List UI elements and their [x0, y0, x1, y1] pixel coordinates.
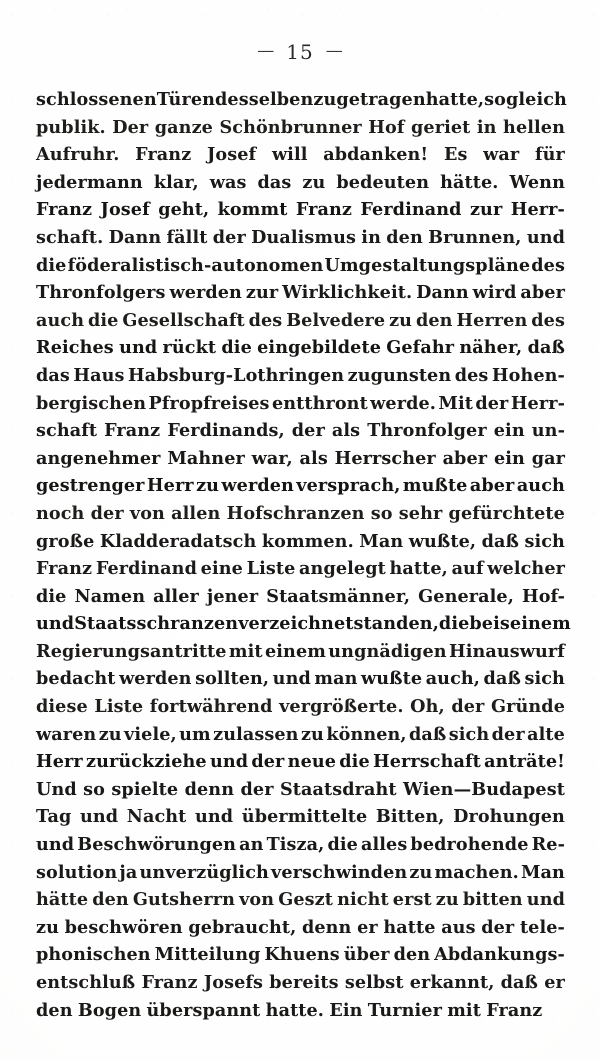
folio-dash-left: — — [257, 41, 275, 61]
word: der — [251, 751, 285, 773]
word: spielte — [111, 778, 179, 800]
word: Turnier — [367, 999, 442, 1021]
word: klar, — [153, 171, 199, 193]
folio-dash-right: — — [325, 41, 343, 61]
text-line — [36, 638, 565, 666]
word: die — [438, 613, 470, 635]
word: Der — [112, 116, 149, 138]
word: nicht — [337, 889, 389, 911]
word: der — [90, 502, 124, 524]
word: er — [544, 972, 565, 993]
word: der — [212, 226, 246, 248]
word: wußte, — [408, 530, 477, 552]
word: daß — [483, 668, 521, 690]
word: aller — [153, 585, 199, 607]
text-line — [36, 307, 565, 335]
word: zur — [469, 199, 503, 221]
text-line — [36, 803, 565, 831]
word: Josef — [207, 144, 257, 166]
word: Namen — [74, 585, 146, 607]
text-line — [36, 114, 565, 142]
word: Regierungsantritte — [36, 640, 227, 662]
word: sehr — [398, 502, 443, 524]
word: Hinauswurf — [448, 640, 565, 662]
text-line — [36, 472, 565, 500]
word: alte — [527, 723, 565, 745]
word: Abdankungs- — [434, 944, 565, 966]
word: daß — [481, 530, 519, 552]
word: Man — [359, 530, 404, 552]
word: auch — [516, 475, 565, 497]
text-line — [36, 141, 565, 169]
word: eingebildete — [257, 337, 381, 359]
text-line — [36, 528, 565, 556]
text-line — [36, 390, 565, 418]
word: Gesellschaft — [122, 309, 245, 331]
text-line — [36, 997, 565, 1025]
word: zulassen — [213, 723, 299, 745]
word: hellen — [503, 116, 565, 138]
word: als — [331, 420, 361, 442]
word: Wirklichkeit. — [282, 282, 413, 304]
word: übermittelte — [241, 806, 368, 828]
word: fällt — [166, 226, 208, 248]
word: zu — [300, 723, 324, 745]
word: werden — [119, 668, 192, 690]
word: Ein — [329, 999, 363, 1021]
word: schaft — [36, 420, 98, 442]
word: an — [239, 834, 264, 856]
word: Herrscher — [334, 447, 436, 469]
word: Dann — [416, 282, 469, 304]
word: mußte — [402, 475, 468, 497]
word: Staatsmänner, — [266, 585, 411, 607]
word: unverzüglich — [139, 861, 269, 883]
word: abdanken! — [323, 144, 429, 166]
word: werden — [169, 282, 242, 304]
word: werden — [221, 475, 294, 497]
word: Franz — [36, 558, 93, 580]
word: bedeuten — [336, 171, 430, 193]
text-line — [36, 665, 565, 693]
word: Türen — [156, 89, 215, 110]
word: ein — [493, 420, 525, 442]
word: der — [491, 723, 525, 745]
word: daß — [500, 972, 539, 993]
word: denn — [301, 916, 352, 938]
word: Thronfolgers — [36, 282, 166, 304]
word: und — [209, 751, 249, 773]
word: man — [314, 668, 358, 690]
word: war — [483, 144, 520, 166]
word: Beschwörungen — [77, 834, 237, 856]
word: für — [535, 144, 565, 166]
word: von — [239, 889, 275, 911]
word: auf — [451, 558, 484, 580]
text-line — [36, 252, 565, 280]
text-line — [36, 555, 565, 583]
word: Herr- — [510, 392, 565, 414]
word: wird — [472, 282, 517, 304]
word: zu — [98, 723, 122, 745]
word: hätte — [36, 889, 89, 911]
word: welcher — [487, 558, 565, 580]
text-line — [36, 224, 565, 252]
word: was — [209, 171, 247, 193]
word: die — [339, 751, 370, 773]
word: erst — [392, 889, 432, 911]
word: waren — [36, 723, 97, 745]
word: den — [415, 309, 453, 331]
word: Franz — [295, 199, 352, 221]
word: Dualismus — [251, 226, 357, 248]
word: hatte, — [389, 558, 448, 580]
word: überspannt — [146, 999, 261, 1021]
word: können, — [326, 723, 407, 745]
word: und — [36, 834, 75, 856]
word: zugetragen — [313, 89, 426, 110]
word: fortwährend — [149, 696, 273, 718]
word: desselben — [215, 89, 314, 110]
word: Man — [520, 861, 565, 883]
word: mit — [228, 640, 263, 662]
word: Reiches — [36, 337, 114, 359]
body-text-block — [36, 86, 571, 1024]
word: Hof- — [521, 585, 565, 607]
word: Staatsdraht — [279, 778, 397, 800]
word: föderalistisch-autonomen — [67, 254, 324, 276]
word: entschluß — [36, 972, 136, 993]
word: denn — [184, 778, 235, 800]
word: Wenn — [509, 171, 565, 193]
word: Gutsherrn — [132, 889, 235, 911]
word: allen — [171, 502, 221, 524]
word: Josef — [100, 199, 150, 221]
word: zu — [36, 916, 59, 938]
word: näher, — [459, 337, 523, 359]
text-line — [36, 721, 565, 749]
word: Ferdinands, — [167, 420, 285, 442]
word: sogleich — [484, 89, 567, 110]
text-line — [36, 776, 565, 804]
word: Dann — [108, 226, 162, 248]
word: in — [361, 226, 381, 248]
word: vergrößerte. — [279, 696, 404, 718]
word: Bitten, — [375, 806, 445, 828]
word: Ferdinand — [95, 558, 197, 580]
word: Liste — [246, 558, 296, 580]
text-line — [36, 969, 565, 997]
word: Es — [443, 144, 468, 166]
text-line — [36, 693, 565, 721]
word: Herren — [456, 309, 528, 331]
text-line — [36, 169, 565, 197]
word: hatte — [383, 916, 436, 938]
word: Herr- — [510, 199, 565, 221]
word: Gefahr — [386, 337, 455, 359]
word: Hohen- — [491, 364, 565, 386]
word: Mit — [438, 392, 473, 414]
word: Bogen — [77, 999, 142, 1021]
word: verzeichnet — [238, 613, 354, 635]
word: geriet — [411, 116, 471, 138]
word: Herr — [36, 751, 83, 773]
text-line — [36, 362, 565, 390]
word: Re- — [531, 834, 565, 856]
word: anträte! — [484, 751, 565, 773]
word: Und — [36, 778, 77, 800]
text-line — [36, 500, 565, 528]
word: die — [36, 585, 67, 607]
word: Ferdinand — [360, 199, 462, 221]
word: zu — [389, 309, 413, 331]
word: und — [36, 613, 75, 635]
text-line — [36, 914, 565, 942]
word: die — [87, 309, 119, 331]
word: phonischen — [36, 944, 151, 966]
word: Hofschranzen — [226, 502, 365, 524]
text-line — [36, 941, 565, 969]
word: ein — [493, 447, 525, 469]
word: das — [36, 364, 70, 386]
word: eine — [200, 558, 243, 580]
word: Brunnen, — [428, 226, 522, 248]
word: werde. — [370, 392, 437, 414]
word: bereits — [269, 972, 339, 993]
word: hatte. — [265, 999, 325, 1021]
word: Thronfolger — [367, 420, 487, 442]
text-line — [36, 583, 565, 611]
word: bei — [469, 613, 500, 635]
word: tele- — [519, 916, 565, 938]
word: der — [240, 778, 274, 800]
word: und — [526, 226, 565, 248]
word: Franz — [141, 972, 198, 993]
word: daß — [527, 337, 565, 359]
word: Hof — [368, 116, 405, 138]
word: in — [476, 116, 497, 138]
word: auch — [36, 309, 85, 331]
word: Tisza, — [266, 834, 325, 856]
word: des — [531, 254, 565, 276]
word: die — [36, 254, 67, 276]
word: er — [357, 916, 378, 938]
word: aber — [520, 282, 565, 304]
word: gestrenger — [36, 475, 145, 497]
word: beschwören — [64, 916, 183, 938]
word: versprach, — [296, 475, 401, 497]
word: der — [451, 696, 485, 718]
word: angelegt — [299, 558, 386, 580]
word: Kladderadatsch — [99, 530, 257, 552]
word: Pfropfreises — [148, 392, 270, 414]
text-line — [36, 334, 565, 362]
word: Herr — [146, 475, 194, 497]
word: sollten, — [195, 668, 270, 690]
word: kommt — [217, 199, 288, 221]
word: sich — [524, 530, 565, 552]
word: Umgestaltungspläne — [324, 254, 531, 276]
text-line — [36, 748, 565, 776]
word: zugunsten — [347, 364, 452, 386]
word: und — [195, 806, 234, 828]
word: und — [272, 668, 311, 690]
word: ja — [119, 861, 138, 883]
word: Generale, — [418, 585, 514, 607]
word: so — [83, 778, 105, 800]
word: aus — [441, 916, 476, 938]
word: war, — [251, 447, 293, 469]
word: neue — [287, 751, 337, 773]
word: über — [343, 944, 390, 966]
word: mit — [447, 999, 481, 1021]
word: und — [119, 337, 158, 359]
word: selbst — [344, 972, 404, 993]
word: aber — [469, 475, 515, 497]
word: machen. — [434, 861, 519, 883]
word: der — [475, 392, 509, 414]
word: und — [80, 806, 119, 828]
text-line — [36, 445, 565, 473]
word: hätte. — [440, 171, 499, 193]
word: die — [221, 337, 252, 359]
word: diese — [36, 696, 88, 718]
text-line — [36, 610, 571, 638]
word: kommen. — [261, 530, 354, 552]
word: Habsburg-Lothringen — [128, 364, 345, 386]
word: Khuens — [264, 944, 340, 966]
word: solution — [36, 861, 118, 883]
word: das — [257, 171, 292, 193]
word: bitten — [462, 889, 523, 911]
word: zu — [409, 861, 433, 883]
word: publik. — [36, 116, 106, 138]
word: zu — [435, 889, 459, 911]
word: des — [248, 309, 283, 331]
page-folio — [0, 40, 600, 64]
word: große — [36, 530, 95, 552]
text-line — [36, 859, 565, 887]
word: ungnädigen — [328, 640, 447, 662]
text-line — [36, 86, 565, 114]
word: noch — [36, 502, 85, 524]
word: Herrschaft — [373, 751, 481, 773]
word: Aufruhr. — [36, 144, 120, 166]
word: gar — [531, 447, 565, 469]
word: verschwinden — [271, 861, 408, 883]
word: will — [271, 144, 308, 166]
word: Belvedere — [286, 309, 386, 331]
word: des — [454, 364, 489, 386]
word: Drohungen — [453, 806, 565, 828]
word: Gründe — [491, 696, 565, 718]
word: Liste — [94, 696, 144, 718]
word: aber — [442, 447, 488, 469]
word: von — [129, 502, 165, 524]
word: zur — [245, 282, 279, 304]
word: Oh, — [410, 696, 445, 718]
word: Nacht — [126, 806, 187, 828]
word: der — [481, 916, 515, 938]
word: auch, — [425, 668, 481, 690]
word: Josefs — [203, 972, 264, 993]
word: rückt — [162, 337, 217, 359]
word: Schönbrunner — [219, 116, 362, 138]
word: Franz — [36, 199, 93, 221]
word: den — [386, 226, 423, 248]
word: Franz — [135, 144, 192, 166]
word: angenehmer — [36, 447, 161, 469]
word: Mitteilung — [154, 944, 261, 966]
word: Tag — [36, 806, 72, 828]
word: den — [393, 944, 431, 966]
word: hatte, — [425, 89, 485, 110]
word: so — [370, 502, 393, 524]
word: Mahner — [167, 447, 245, 469]
text-line — [36, 417, 565, 445]
word: bedrohende — [410, 834, 529, 856]
text-line — [36, 886, 565, 914]
text-line — [36, 196, 565, 224]
word: alles — [360, 834, 408, 856]
word: gefürchtete — [448, 502, 565, 524]
text-line — [36, 279, 565, 307]
word: seinem — [499, 613, 571, 635]
page-number: 15 — [286, 40, 314, 64]
word: zu — [302, 171, 326, 193]
word: bedacht — [36, 668, 116, 690]
word: sich — [524, 668, 565, 690]
word: jedermann — [36, 171, 143, 193]
word: wußte — [361, 668, 423, 690]
word: standen, — [353, 613, 439, 635]
word: Franz — [486, 999, 543, 1021]
word: jener — [206, 585, 259, 607]
word: den — [92, 889, 129, 911]
word: und — [526, 889, 565, 911]
word: die — [327, 834, 358, 856]
word: viele, — [124, 723, 177, 745]
word: Haus — [73, 364, 125, 386]
word: sich — [448, 723, 490, 745]
word: geht, — [158, 199, 210, 221]
word: Wien—Budapest — [403, 778, 565, 800]
word: der — [291, 420, 325, 442]
word: ganze — [154, 116, 213, 138]
word: un- — [531, 420, 565, 442]
word: bergischen — [36, 392, 147, 414]
word: Staatsschranzen — [74, 613, 239, 635]
word: Franz — [104, 420, 161, 442]
word: zu — [196, 475, 220, 497]
word: entthront — [271, 392, 368, 414]
word: schlossenen — [36, 89, 157, 110]
word: einem — [264, 640, 326, 662]
word: als — [299, 447, 328, 469]
word: gebraucht, — [188, 916, 297, 938]
word: den — [36, 999, 73, 1021]
word: schaft. — [36, 226, 104, 248]
word: daß — [409, 723, 447, 745]
word: zurückziehe — [86, 751, 207, 773]
word: erkannt, — [409, 972, 495, 993]
word: des — [531, 309, 565, 331]
word: Geszt — [278, 889, 333, 911]
text-line — [36, 831, 565, 859]
word: um — [179, 723, 211, 745]
